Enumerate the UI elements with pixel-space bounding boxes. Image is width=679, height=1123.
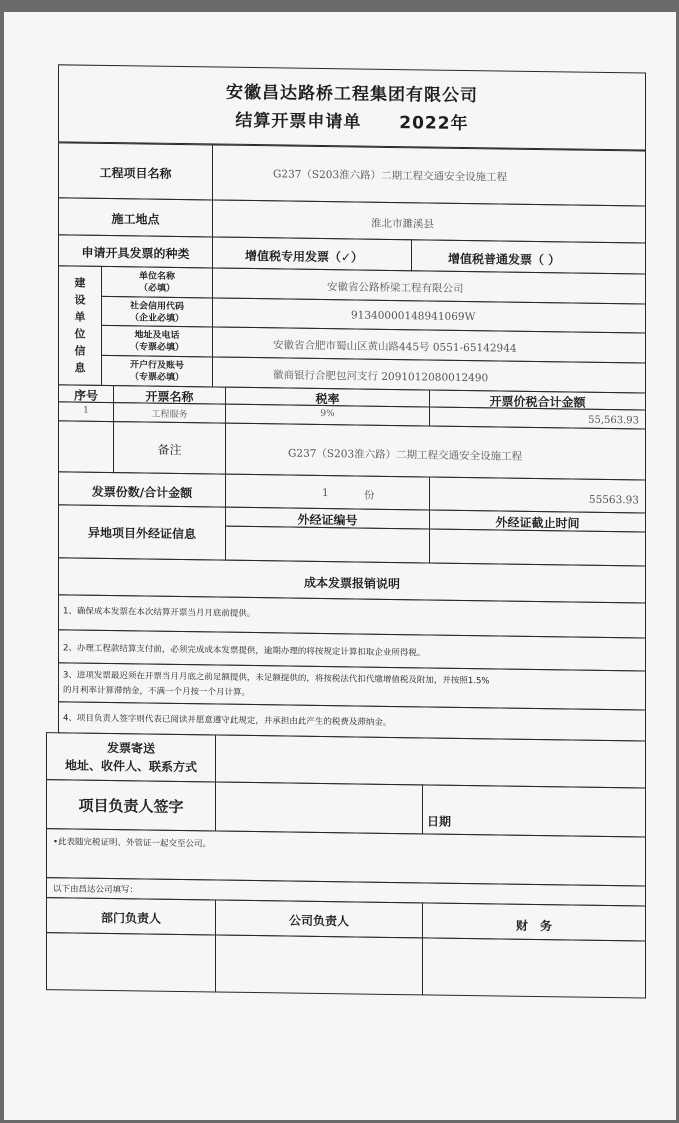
invoice-type-normal-cell xyxy=(411,239,646,274)
project-name-value-cell xyxy=(212,144,646,206)
external-number-label: 外经证编号 xyxy=(297,512,358,528)
seq-cell xyxy=(58,401,114,422)
location-label-cell xyxy=(58,197,213,237)
credit-code-label: 社会信用代码 （企业必填） xyxy=(129,301,184,325)
copies-unit: 份 xyxy=(364,489,375,502)
form-title-row xyxy=(59,103,645,136)
total-amount: 55563.93 xyxy=(588,493,639,507)
seq-header: 序号 xyxy=(73,388,98,403)
finance-header-cell xyxy=(422,902,646,941)
company-head-label: 公司负责人 xyxy=(288,913,349,929)
builder-info-side-cell xyxy=(58,265,102,386)
external-number-value-cell xyxy=(225,526,430,564)
project-name-label: 工程项目名称 xyxy=(99,165,172,181)
item-seq: 1 xyxy=(83,405,89,416)
invoice-copies: 1 xyxy=(322,486,329,500)
location-value: 淮北市濉溪县 xyxy=(371,217,434,231)
invoice-type-label-cell xyxy=(58,234,213,268)
mailing-value-cell xyxy=(215,734,646,788)
signature-label-cell xyxy=(46,779,216,831)
seq-header-cell xyxy=(58,384,114,403)
project-name-value: G237（S203淮六路）二期工程交通安全设施工程 xyxy=(273,168,508,184)
signature-label: 项目负责人签字 xyxy=(78,796,184,817)
cost-note-3: 3、进项发票最迟须在开票当月月底之前足额提供，未足额提供的，将按税法代扣代缴增值税及附加，并按照1.5% xyxy=(63,670,490,687)
finance-label: 财 务 xyxy=(515,918,552,934)
total-amount-cell xyxy=(429,476,646,513)
item-name: 工程服务 xyxy=(151,409,188,421)
title-block xyxy=(58,64,646,150)
builder-info-side-label: 建设单位信息 xyxy=(74,276,86,375)
builder-name-label: 单位名称 （必填） xyxy=(138,271,175,294)
copies-cell xyxy=(225,474,430,511)
builder-name-value: 安徽省公路桥梁工程有限公司 xyxy=(327,281,464,295)
external-label: 异地项目外经证信息 xyxy=(87,525,196,542)
form-year: 2022年 xyxy=(399,113,469,135)
company-head-sign-field[interactable] xyxy=(215,934,423,995)
remark-value-cell xyxy=(225,423,646,481)
external-expiry-label: 外经证截止时间 xyxy=(495,515,580,531)
project-name-label-cell xyxy=(58,142,213,200)
form-title: 结算开票申请单 xyxy=(235,110,362,133)
invoice-application-form xyxy=(36,64,646,1003)
company-name: 安徽昌达路桥工程集团有限公司 xyxy=(226,82,478,107)
bank-account-label: 开户行及账号 （专票必填） xyxy=(129,360,184,384)
invoice-type-special-cell xyxy=(212,236,412,271)
footer-note-2: 以下由昌达公司填写： xyxy=(53,884,139,896)
bank-account-value: 徽商银行合肥包河支行 2091012080012490 xyxy=(273,369,489,385)
location-label: 施工地点 xyxy=(111,212,160,227)
invoice-type-normal: 增值税普通发票（ ） xyxy=(448,251,561,268)
item-name-header: 开票名称 xyxy=(145,389,194,405)
item-amount: 55,563.93 xyxy=(588,414,639,427)
cost-note-3-cont: 的月利率计算滞纳金，不满一个月按一个月计算。 xyxy=(63,685,251,698)
cost-section-title: 成本发票报销说明 xyxy=(303,575,400,592)
cost-note-4: 4、项目负责人签字则代表已阅读并愿意遵守此规定，并承担由此产生的税费及滞纳金。 xyxy=(63,713,392,728)
invoice-type-label: 申请开具发票的种类 xyxy=(81,245,190,262)
address-phone-value: 安徽省合肥市蜀山区黄山路445号 0551-65142944 xyxy=(273,339,517,355)
dept-head-label: 部门负责人 xyxy=(100,910,161,926)
address-phone-label: 地址及电话 （专票必填） xyxy=(129,330,184,354)
amount-header: 开票价税合计金额 xyxy=(489,394,586,410)
builder-row-label-cell xyxy=(101,296,213,328)
builder-row-label-cell xyxy=(101,325,213,358)
finance-sign-field[interactable] xyxy=(422,937,646,998)
external-expiry-value-cell xyxy=(429,528,646,566)
credit-code-value: 91340000148941069W xyxy=(351,309,476,324)
paper xyxy=(4,12,676,1120)
remark-label-cell xyxy=(113,421,226,475)
dept-head-sign-field[interactable] xyxy=(46,932,216,992)
totals-label-cell xyxy=(58,471,226,507)
date-label: 日期 xyxy=(427,814,452,829)
builder-row-label-cell xyxy=(101,266,213,299)
remark-value: G237（S203淮六路）二期工程交通安全设施工程 xyxy=(288,447,523,463)
remark-blank-cell xyxy=(58,420,114,473)
mailing-label-2: 地址、收件人、联系方式 xyxy=(64,758,197,775)
signature-field[interactable] xyxy=(215,781,423,834)
remark-label: 备注 xyxy=(157,442,182,458)
item-rate: 9% xyxy=(320,408,335,420)
company-head-header-cell xyxy=(215,899,423,938)
mailing-label-1: 发票寄送 xyxy=(106,740,155,756)
mailing-label-cell xyxy=(46,732,216,782)
cost-note-2: 2、办理工程款结算支付前，必须完成成本发票提供，逾期办理的将按规定计算扣取企业所得税。 xyxy=(63,643,426,659)
invoice-type-special: 增值税专用发票（✓） xyxy=(245,248,364,265)
date-cell[interactable] xyxy=(422,784,646,837)
builder-row-label-cell xyxy=(101,355,213,388)
cost-note-1: 1、确保成本发票在本次结算开票当月月底前提供。 xyxy=(63,606,256,620)
footer-note-1: •此表随完税证明、外管证一起交至公司。 xyxy=(53,837,212,850)
totals-label: 发票份数/合计金额 xyxy=(91,484,193,501)
external-label-cell xyxy=(58,504,226,560)
dept-head-header-cell xyxy=(46,897,216,935)
tax-rate-header: 税率 xyxy=(315,391,340,407)
